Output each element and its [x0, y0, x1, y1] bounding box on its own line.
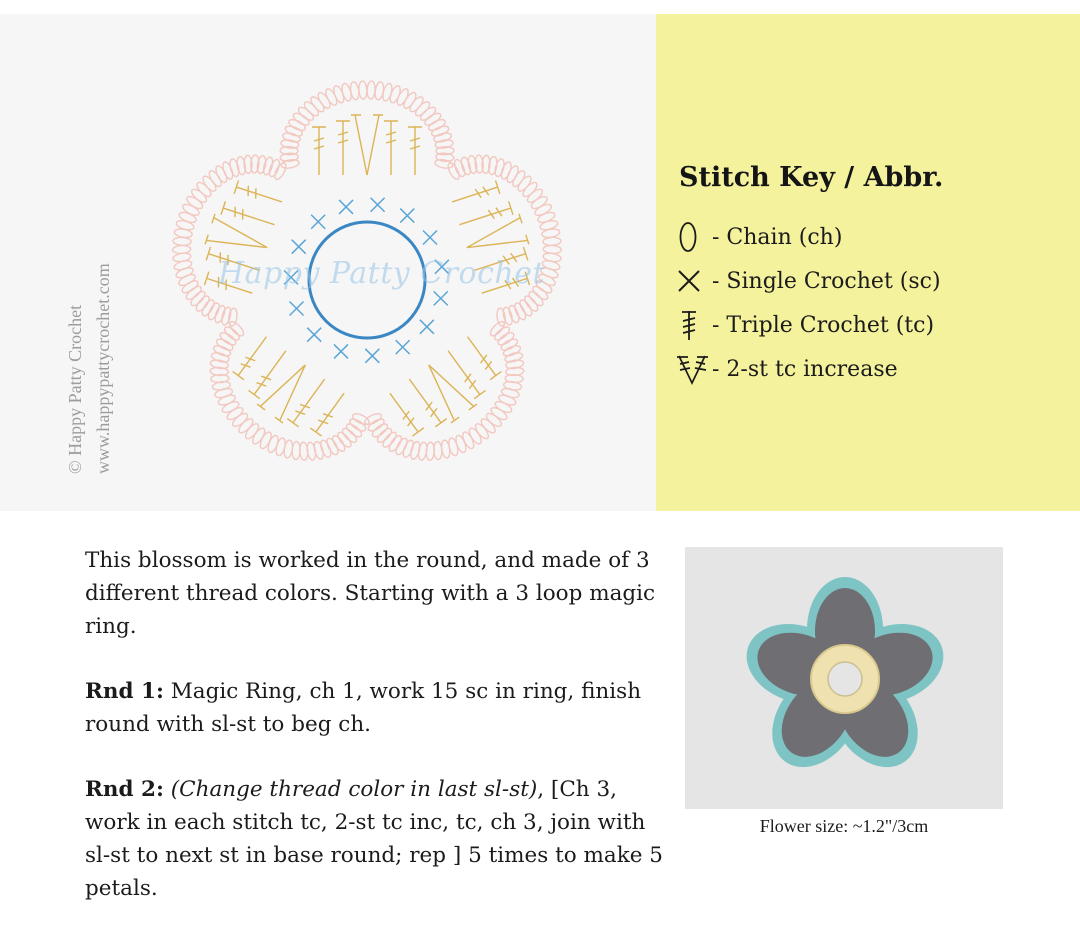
sc-stitch-9	[334, 344, 348, 358]
key-label-tc-inc: - 2-st tc increase	[712, 356, 898, 382]
sc-stitch-15	[339, 200, 353, 214]
crocheted-flower-image	[685, 547, 1003, 809]
key-label-chain: - Chain (ch)	[712, 224, 843, 250]
sc-stitch-11	[290, 301, 304, 315]
sc-stitch-13	[292, 240, 306, 254]
sc-stitch-3	[423, 231, 437, 245]
key-row-chain	[676, 219, 842, 255]
sc-stitch-2	[400, 209, 414, 223]
tc-group-1	[312, 115, 422, 175]
chain-petal-5	[151, 136, 289, 329]
round-2-paragraph	[85, 773, 675, 905]
stitch-key-panel	[656, 14, 1080, 511]
round-1-paragraph	[85, 675, 675, 741]
flower-hole	[828, 662, 862, 696]
tc-increase-icon	[676, 351, 710, 387]
sc-stitch-14	[311, 215, 325, 229]
intro-paragraph: This blossom is worked in the round, and made of 3 different thread colors. Starting with a 3 loop magic ring.	[85, 548, 656, 639]
round-2-note: (Change thread color in last sl-st)	[170, 777, 538, 802]
sc-stitch-6	[420, 320, 434, 334]
tc-group-3	[384, 333, 508, 446]
round-2-label: Rnd 2:	[85, 777, 164, 802]
round-1-text: Magic Ring, ch 1, work 15 sc in ring, finish round with sl-st to beg ch.	[85, 679, 642, 737]
chain-stitch-icon	[676, 219, 710, 255]
flower-photo	[685, 547, 1003, 809]
key-label-tc: - Triple Crochet (tc)	[712, 312, 935, 338]
pattern-instructions	[85, 544, 675, 937]
copyright-line: © Happy Patty Crochet	[65, 304, 85, 474]
key-label-sc: - Single Crochet (sc)	[712, 268, 941, 294]
tc-group-4	[226, 333, 350, 446]
sc-stitch-5	[434, 291, 448, 305]
triple-crochet-icon	[676, 307, 710, 343]
sc-stitch-8	[365, 349, 379, 363]
round-1-label: Rnd 1:	[85, 679, 164, 704]
crochet-diagram-panel	[0, 14, 656, 511]
sc-stitch-7	[396, 340, 410, 354]
sc-stitch-10	[307, 328, 321, 342]
copyright-credit	[61, 263, 117, 474]
chain-petal-4	[180, 318, 373, 492]
single-crochet-icon	[676, 263, 710, 299]
diagram-watermark: Happy Patty Crochet	[218, 256, 546, 291]
key-row-sc	[676, 263, 941, 299]
photo-caption: Flower size: ~1.2"/3cm	[759, 816, 929, 836]
website-line: www.happypattycrochet.com	[93, 263, 113, 474]
key-row-tc	[676, 307, 934, 343]
stitch-key-title: Stitch Key / Abbr.	[679, 162, 944, 193]
key-row-tc-inc	[676, 351, 898, 387]
round-2-text: , [Ch 3, work in each stitch tc, 2-st tc inc, tc, ch 3, join with sl-st to next st in base round; rep ] 5 times to make 5 petals.	[85, 777, 663, 901]
chain-petal-2	[445, 136, 583, 329]
sc-stitch-1	[371, 198, 385, 212]
chain-petal-1	[280, 81, 454, 169]
chain-petal-3	[362, 318, 555, 492]
